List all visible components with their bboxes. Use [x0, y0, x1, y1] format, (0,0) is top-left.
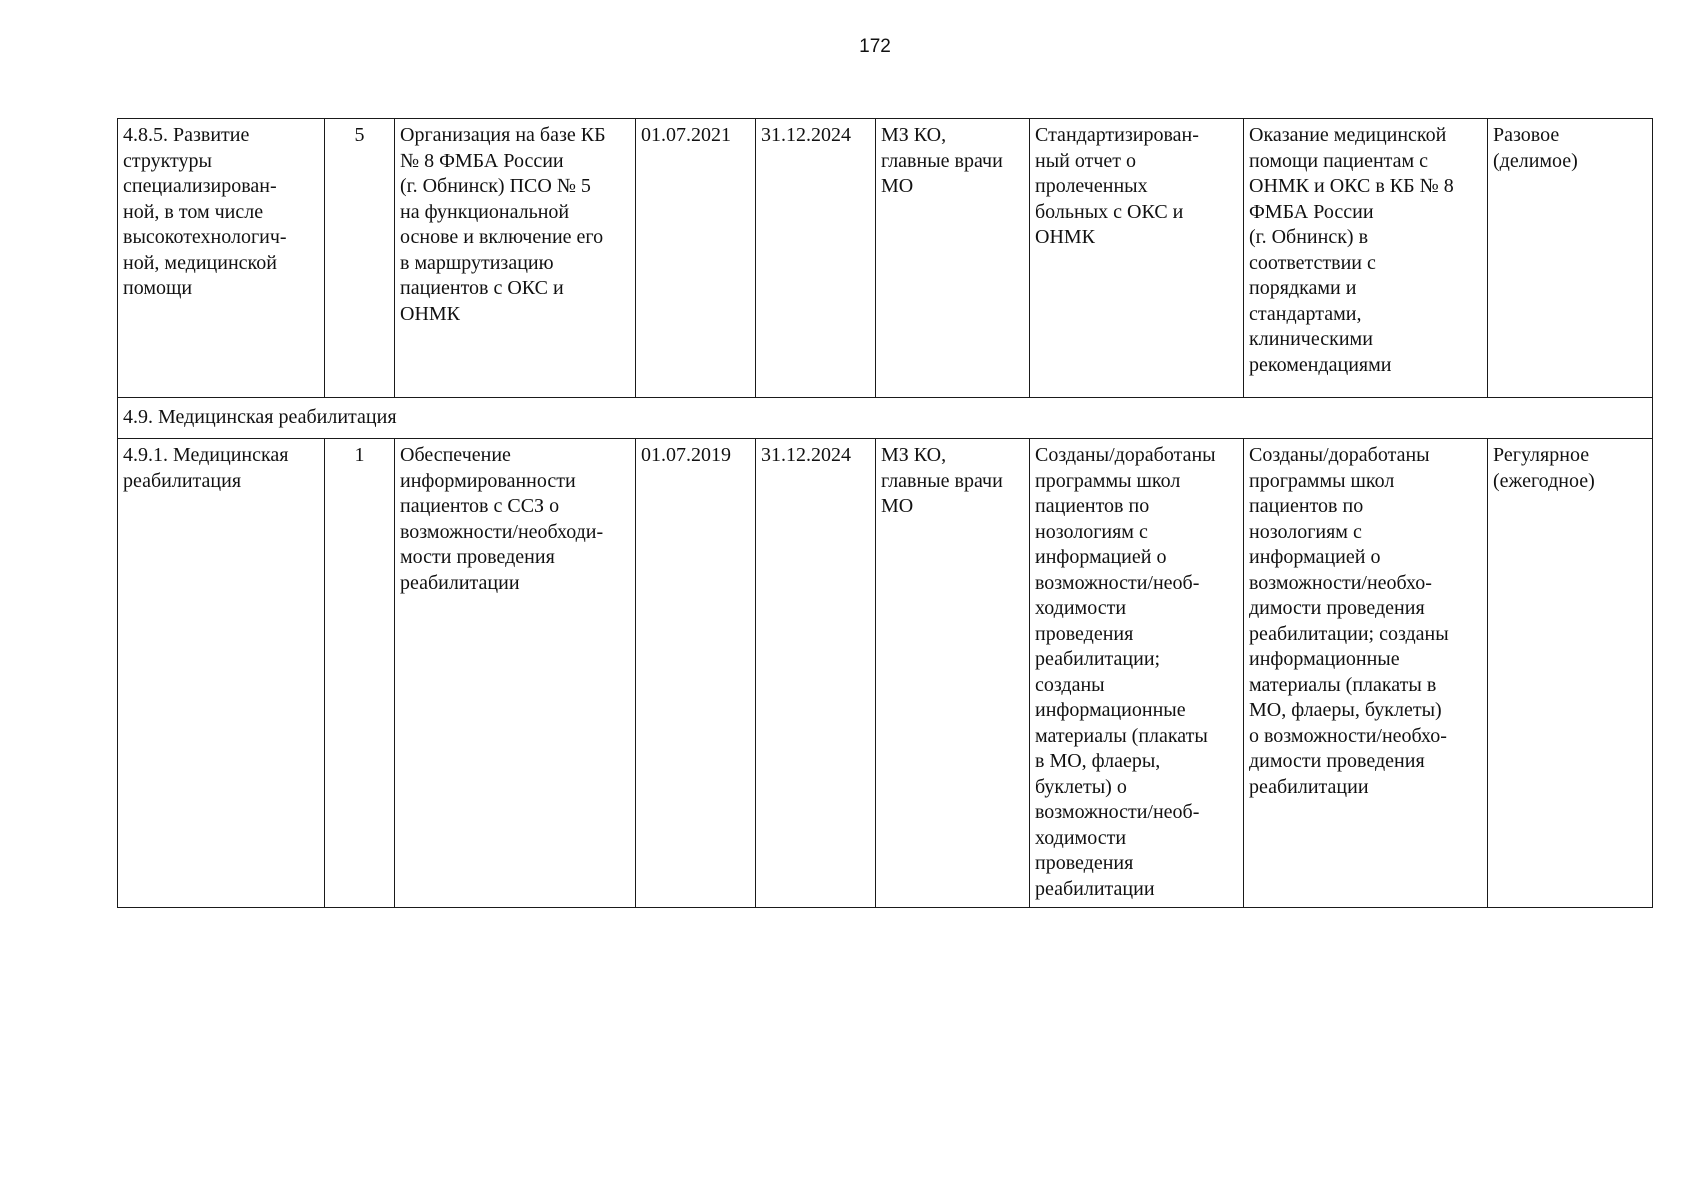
measure-type-cell: Регулярное (ежегодное): [1488, 439, 1653, 908]
measure-name-cell: 4.8.5. Развитие структуры специализирован- ной, в том числе высокотехнологич- ной, медицинской помощи: [118, 119, 325, 398]
measure-number-cell: 5: [325, 119, 395, 398]
responsible-cell: МЗ КО, главные врачи МО: [876, 119, 1030, 398]
table-row: [118, 439, 1653, 908]
start-date-cell: 01.07.2021: [636, 119, 756, 398]
measure-description-cell: Организация на базе КБ № 8 ФМБА России (г. Обнинск) ПСО № 5 на функциональной основе и включение его в маршрутизацию пациентов с ОКС и ОНМК: [395, 119, 636, 398]
report-cell: Стандартизирован- ный отчет о пролеченных больных с ОКС и ОНМК: [1030, 119, 1244, 398]
measures-table: [117, 118, 1653, 908]
table-row: [118, 119, 1653, 398]
result-cell: Оказание медицинской помощи пациентам с ОНМК и ОКС в КБ № 8 ФМБА России (г. Обнинск) в соответствии с порядками и стандартами, клиническими рекомендациями: [1244, 119, 1488, 398]
measure-number-cell: 1: [325, 439, 395, 908]
end-date-cell: 31.12.2024: [756, 119, 876, 398]
measure-name-cell: 4.9.1. Медицинская реабилитация: [118, 439, 325, 908]
report-cell: Созданы/доработаны программы школ пациентов по нозологиям с информацией о возможности/необ- ходимости проведения реабилитации; созданы информационные материалы (плакаты в МО, флаеры, буклеты) о возможности/необ- ходимости проведения реабилитации: [1030, 439, 1244, 908]
result-cell: Созданы/доработаны программы школ пациентов по нозологиям с информацией о возможности/необхо- димости проведения реабилитации; созданы информационные материалы (плакаты в МО, флаеры, буклеты) о возможности/необхо- димости проведения реабилитации: [1244, 439, 1488, 908]
responsible-cell: МЗ КО, главные врачи МО: [876, 439, 1030, 908]
start-date-cell: 01.07.2019: [636, 439, 756, 908]
section-heading: 4.9. Медицинская реабилитация: [118, 398, 1653, 439]
measure-type-cell: Разовое (делимое): [1488, 119, 1653, 398]
end-date-cell: 31.12.2024: [756, 439, 876, 908]
section-row: [118, 398, 1653, 439]
page-number: 172: [859, 36, 891, 57]
measure-description-cell: Обеспечение информированности пациентов с ССЗ о возможности/необходи- мости проведения реабилитации: [395, 439, 636, 908]
